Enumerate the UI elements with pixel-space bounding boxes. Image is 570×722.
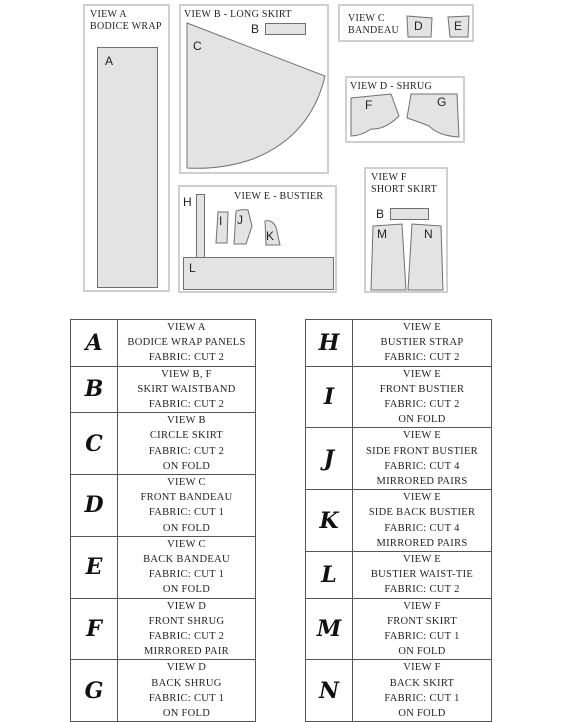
description-line: VIEW E	[402, 322, 442, 333]
piece-letter: E	[71, 536, 118, 598]
view-c-title: VIEW C BANDEAU	[348, 13, 399, 36]
piece-label-k: K	[266, 229, 275, 243]
view-b-panel	[179, 4, 329, 174]
piece-letter: M	[306, 598, 353, 660]
description-line: BODICE WRAP PANELS	[127, 337, 246, 349]
description-line: FABRIC: CUT 2	[148, 399, 225, 411]
view-a-title: VIEW A BODICE WRAP	[90, 9, 162, 32]
view-f-title: VIEW F SHORT SKIRT	[371, 172, 438, 195]
description-line: FRONT BUSTIER	[379, 383, 465, 395]
piece-label-a: A	[105, 54, 114, 68]
description-line: VIEW B	[167, 415, 206, 427]
piece-description	[118, 475, 256, 537]
description-line: VIEW E	[402, 492, 442, 504]
piece-description	[353, 552, 492, 599]
table-row	[71, 413, 256, 475]
piece-label-j: J	[237, 213, 243, 227]
piece-label-c: C	[193, 39, 202, 53]
piece-g	[347, 78, 467, 145]
piece-label-f: F	[365, 98, 373, 112]
description-line: MIRRORED PAIRS	[376, 537, 468, 549]
description-line: FABRIC: CUT 2	[384, 584, 460, 596]
piece-label-i: I	[219, 214, 223, 228]
view-c-panel	[338, 4, 474, 42]
description-line: VIEW C	[167, 538, 206, 550]
piece-description	[353, 366, 492, 428]
description-line: ON FOLD	[398, 646, 446, 658]
view-f-panel	[364, 167, 448, 293]
piece-letter: H	[306, 320, 353, 367]
piece-letter: G	[71, 660, 118, 722]
table-row	[306, 490, 492, 552]
description-line: FABRIC: CUT 1	[384, 631, 460, 643]
piece-b	[265, 23, 306, 35]
table-row	[306, 598, 492, 660]
piece-description	[118, 413, 256, 475]
view-d-title: VIEW D - SHRUG	[350, 81, 433, 92]
description-line: VIEW F	[403, 662, 441, 674]
description-line: SIDE BACK BUSTIER	[368, 507, 476, 519]
description-line: VIEW B, F	[161, 368, 212, 380]
piece-letter: B	[71, 366, 118, 413]
piece-label-h: H	[183, 195, 192, 209]
piece-label-g: G	[437, 95, 447, 109]
cutting-table-right-body	[306, 320, 492, 722]
description-line: FRONT BANDEAU	[140, 492, 233, 504]
description-line: FABRIC: CUT 1	[148, 569, 225, 581]
table-row	[71, 536, 256, 598]
description-line: BACK BANDEAU	[143, 554, 230, 566]
description-line: ON FOLD	[162, 584, 211, 596]
cutting-table-left	[70, 319, 256, 722]
piece-letter: D	[71, 475, 118, 537]
piece-i	[215, 211, 231, 245]
view-b-title: VIEW B - LONG SKIRT	[184, 9, 292, 20]
description-line: VIEW E	[402, 430, 442, 442]
piece-a	[97, 47, 158, 288]
piece-description	[353, 598, 492, 660]
description-line: FABRIC: CUT 2	[148, 445, 225, 457]
piece-letter: K	[306, 490, 353, 552]
cutting-table-left-body	[71, 320, 256, 722]
piece-letter: C	[71, 413, 118, 475]
description-line: FABRIC: CUT 4	[384, 522, 460, 534]
piece-l	[183, 257, 334, 290]
description-line: FABRIC: CUT 2	[148, 352, 225, 364]
piece-label-n: N	[424, 227, 433, 241]
description-line: FABRIC: CUT 1	[148, 692, 225, 704]
table-row	[71, 366, 256, 413]
description-line: FABRIC: CUT 1	[148, 507, 225, 519]
description-line: ON FOLD	[162, 522, 211, 534]
description-line: ON FOLD	[398, 708, 446, 720]
description-line: SKIRT WAISTBAND	[137, 383, 236, 395]
table-row	[71, 660, 256, 722]
description-line: FABRIC: CUT 2	[384, 399, 460, 411]
piece-letter: A	[71, 320, 118, 367]
table-row	[306, 552, 492, 599]
piece-h	[196, 194, 205, 260]
piece-label-b-view-f: B	[376, 207, 385, 221]
table-row	[71, 320, 256, 367]
view-d-panel	[345, 76, 465, 143]
piece-n	[366, 169, 450, 295]
description-line: VIEW C	[167, 477, 206, 489]
description-line: FABRIC: CUT 1	[384, 692, 460, 704]
piece-description	[118, 598, 256, 660]
cutting-table-right	[305, 319, 492, 722]
description-line: VIEW E	[402, 368, 442, 380]
description-line: BACK SHRUG	[151, 677, 222, 689]
piece-description	[353, 660, 492, 722]
table-row	[71, 598, 256, 660]
piece-letter: F	[71, 598, 118, 660]
description-line: BUSTIER STRAP	[380, 337, 464, 349]
description-line: VIEW F	[403, 600, 441, 612]
piece-description	[353, 320, 492, 367]
description-line: BUSTIER WAIST-TIE	[370, 569, 474, 581]
piece-description	[353, 428, 492, 490]
view-a-panel	[83, 4, 170, 292]
view-e-panel	[178, 185, 337, 293]
piece-letter: J	[306, 428, 353, 490]
table-row	[306, 428, 492, 490]
description-line: ON FOLD	[162, 708, 211, 720]
table-row	[306, 320, 492, 367]
description-line: ON FOLD	[398, 414, 446, 426]
table-row	[306, 366, 492, 428]
description-line: FABRIC: CUT 2	[148, 631, 225, 643]
piece-description	[353, 490, 492, 552]
description-line: VIEW D	[166, 662, 207, 674]
piece-description	[118, 660, 256, 722]
piece-label-b: B	[251, 22, 260, 36]
piece-letter: I	[306, 366, 353, 428]
piece-description	[118, 536, 256, 598]
description-line: FRONT SHRUG	[148, 615, 225, 627]
description-line: MIRRORED PAIRS	[376, 476, 468, 488]
description-line: CIRCLE SKIRT	[149, 430, 224, 442]
piece-label-m: M	[377, 227, 387, 241]
description-line: FRONT SKIRT	[387, 615, 457, 627]
piece-label-e: E	[454, 19, 463, 33]
piece-label-d: D	[414, 19, 423, 33]
description-line: VIEW A	[167, 322, 206, 333]
view-e-title: VIEW E - BUSTIER	[234, 191, 324, 202]
piece-letter: L	[306, 552, 353, 599]
table-row	[306, 660, 492, 722]
description-line: SIDE FRONT BUSTIER	[366, 445, 478, 457]
piece-description	[118, 366, 256, 413]
piece-j	[232, 208, 254, 246]
piece-label-l: L	[189, 261, 196, 275]
description-line: FABRIC: CUT 4	[384, 460, 460, 472]
description-line: ON FOLD	[162, 460, 211, 472]
description-line: FABRIC: CUT 2	[384, 352, 460, 364]
description-line: VIEW E	[402, 554, 442, 566]
description-line: MIRRORED PAIR	[144, 646, 229, 658]
description-line: VIEW D	[166, 600, 207, 612]
description-line: BACK SKIRT	[389, 677, 455, 689]
piece-letter: N	[306, 660, 353, 722]
piece-description	[118, 320, 256, 367]
table-row	[71, 475, 256, 537]
